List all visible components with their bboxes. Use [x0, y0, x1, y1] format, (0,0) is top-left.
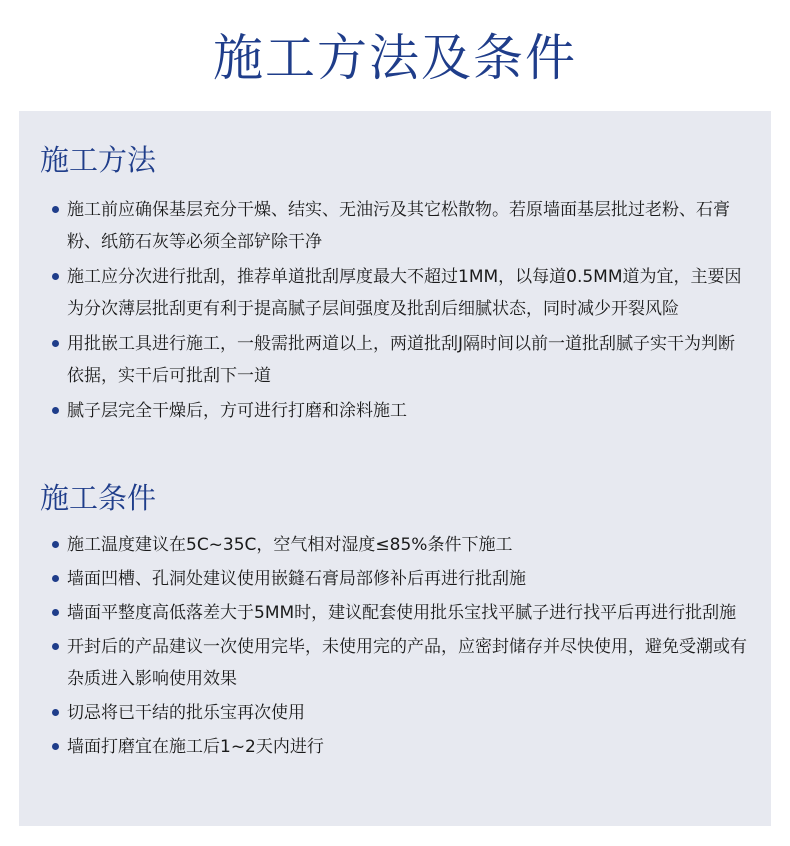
bullet-icon — [52, 575, 59, 582]
bullet-icon — [52, 643, 59, 650]
construction-conditions-list — [51, 529, 751, 765]
list-item: 墙面打磨宜在施工后1~2天内进行 — [51, 731, 751, 763]
section-heading-construction-conditions: 施工条件 — [40, 481, 157, 515]
bullet-icon — [52, 709, 59, 716]
list-item: 腻子层完全干燥后，方可进行打磨和涂料施工 — [51, 395, 751, 427]
list-item: 墙面平整度高低落差大于5MM时，建议配套使用批乐宝找平腻子进行找平后再进行批刮施 — [51, 597, 751, 629]
bullet-icon — [52, 206, 59, 213]
bullet-icon — [52, 609, 59, 616]
list-item: 开封后的产品建议一次使用完毕，未使用完的产品，应密封储存并尽快使用，避免受潮或有杂质进入影响使用效果 — [51, 631, 751, 695]
bullet-icon — [52, 541, 59, 548]
bullet-icon — [52, 340, 59, 347]
list-item: 切忌将已干结的批乐宝再次使用 — [51, 697, 751, 729]
construction-method-list — [51, 194, 751, 430]
bullet-icon — [52, 743, 59, 750]
bullet-icon — [52, 273, 59, 280]
list-item: 用批嵌工具进行施工，一般需批两道以上，两道批刮J隔时间以前一道批刮腻子实干为判断依据，实干后可批刮下一道 — [51, 328, 751, 392]
bullet-icon — [52, 407, 59, 414]
list-item: 施工应分次进行批刮，推荐单道批刮厚度最大不超过1MM，以每道0.5MM道为宜，主要因为分次薄层批刮更有利于提高腻子层间强度及批刮后细腻状态，同时减少开裂风险 — [51, 261, 751, 325]
section-heading-construction-method: 施工方法 — [40, 143, 157, 177]
page-title: 施工方法及条件 — [213, 29, 577, 87]
list-item: 墙面凹槽、孔洞处建议使用嵌鏠石膏局部修补后再进行批刮施 — [51, 563, 751, 595]
list-item: 施工温度建议在5C~35C，空气相对湿度≤85%条件下施工 — [51, 529, 751, 561]
content-panel — [19, 111, 771, 826]
list-item: 施工前应确保基层充分干燥、结实、无油污及其它松散物。若原墙面基层批过老粉、石膏粉、纸筋石灰等必须全部铲除干净 — [51, 194, 751, 258]
